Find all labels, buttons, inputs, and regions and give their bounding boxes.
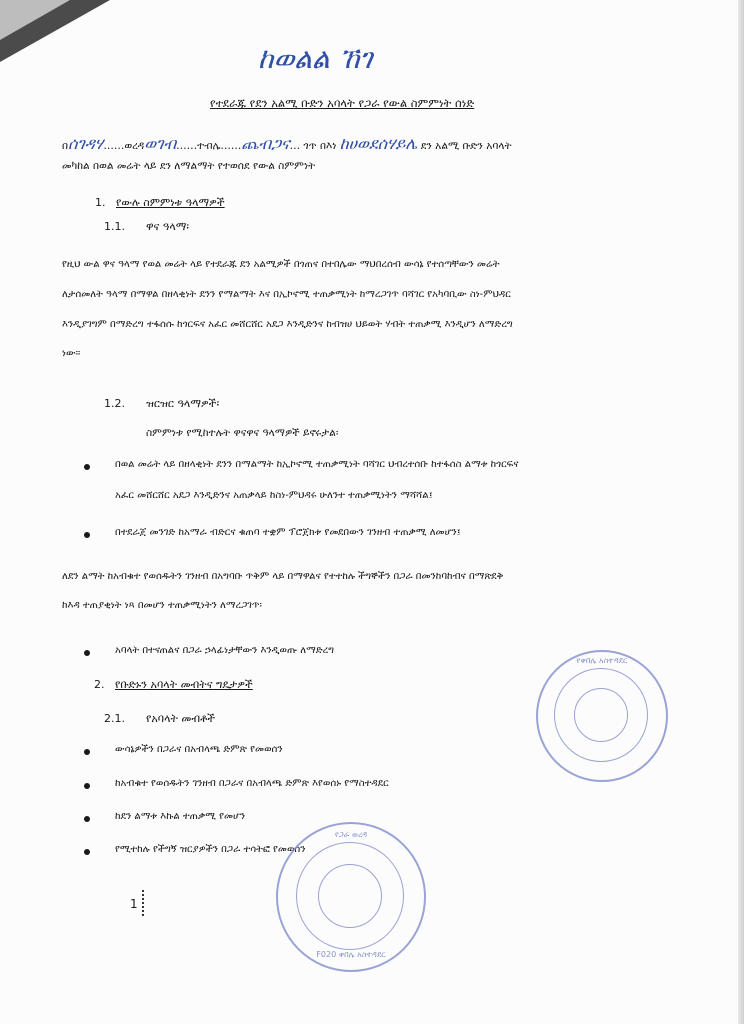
document-title: የተደራጁ የደን አልሚ ቡድን አባላት የጋራ የውል ስምምነት ሰነድ	[210, 96, 475, 110]
para1-line-4: ነው፡፡	[62, 348, 81, 359]
intro-blank-got: ጨብጋና	[241, 134, 290, 153]
para1-line-1: የዚህ ውል ዋና ዓላማ የወል መሬት ላይ የተደራጁ ደን አልሚዎች በጎጠና በተበሌው ማህበረሰብ ውሳኔ የተሰጣቸውን መሬት	[62, 259, 500, 270]
intro-blank-name: ከሀወደሰሃይሌ	[339, 134, 418, 153]
bullet-1-line-2: አፈር መሸርሸር አደጋ እንዲድንና አጠቃላይ ከስነ-ምህዳሩ ሁለንተ ተጠቃሚነትን ማሻሻል፤	[115, 490, 433, 501]
section-2-1-heading: 2.1. የአባላት መብቶች	[104, 712, 216, 725]
page-number: 1	[130, 897, 138, 911]
official-stamp-top: የቀበሌ አስተዳደር	[536, 650, 668, 782]
para1-line-3: እንዲያገግም በማድረግ ተፋሰሱ ከጎርፍና አፈር መሸርሸር አደጋ እንዲድንና ከብዝሀ ህይወት ሃብት ተጠቃሚ እንዲሆን ለማድረግ	[62, 319, 513, 330]
intro-line-2: መካከል በወል መሬት ላይ ደን ለማልማት የተወሰደ የውል ስምምነት	[62, 160, 316, 172]
rights-item-4: የሚተከሉ የችግኝ ዝርያዎችን በጋራ ተሳትፎ የመወሰን	[115, 844, 306, 855]
section-1-2-heading: 1.2. ዝርዝር ዓላማዎች፡	[104, 397, 220, 410]
rights-item-2: ከአብቁተ የወሰዱትን ገንዘብ በጋራና በአብላጫ ድምጽ እየወሰኑ የማስተዳደር	[115, 778, 389, 789]
intro-blank-kebele: ወገብ	[144, 134, 177, 153]
para1-line-2: ለታሰመለት ዓላማ በማዋል በዘላቂነት ደንን የማልማት እና በኢኮኖሚ ተጠቃሚነት ከማረጋገጥ ባሻገር የአካባቢው ስነ-ምህዳር	[62, 289, 511, 300]
section-1-heading: 1. የውሉ ስምምነቱ ዓላማዎች	[95, 196, 225, 209]
bullet-3: አባላት በተናጠልና በጋራ ኃላፊነታቸውን እንዲወጡ ለማድረግ	[115, 645, 335, 656]
bullet-1-line-1: በወል መሬት ላይ በዘላቂነት ደንን በማልማት ከኢኮኖሚ ተጠቃሚነት ባሻገር ህብረተሰቡ ከተፋሰስ ልማቱ ከጎርፍና	[115, 459, 519, 470]
page-number-mark	[142, 890, 146, 916]
section-1-1-heading: 1.1. ዋና ዓላማ፡	[104, 220, 189, 233]
bullet	[84, 849, 90, 855]
bullet-2: በተደራጀ መንገድ ከአማራ ብድርና ቁጠባ ተቋም ፕሮጀክቱ የመደበውን ገንዘብ ተጠቃሚ ለመሆን፤	[115, 527, 461, 538]
rights-item-3: ከደን ልማቱ እኩል ተጠቃሚ የመሆን	[115, 811, 246, 822]
intro-line-1: በሰገዳሃ……ወረዳወገብ……ተብሌ……ጨብጋና… ጎጥ በእነ ከሀወደሰሃይሌ ደን አልሚ ቡድን አባላት	[62, 134, 512, 153]
section-2-heading: 2. የቡድኑን አባላት መብትና ግዴታዎች	[94, 678, 253, 691]
bullet	[84, 650, 90, 656]
section-1-2-intro: ስምምነቱ የሚከተሉት ዋናዋና ዓላማዎች ይኖሩታል፡	[146, 427, 339, 439]
bullet	[84, 816, 90, 822]
para2-line-1: ለደን ልማት ከአብቁተ የወሰዱትን ገንዘብ በአግባቡ ጥቅም ላይ በማዋልና የተተከሉ ችግኞችን በጋራ በመንከባከብና በማጽደቅ	[62, 571, 504, 582]
para2-line-2: ከእዳ ተጠያቂነት ነጻ በመሆን ተጠቃሚነትን ለማረጋገጥ፡	[62, 600, 262, 611]
rights-item-1: ውሳኔዎችን በጋራና በአብላጫ ድምጽ የመወሰን	[115, 744, 283, 755]
page-edge	[738, 0, 744, 1024]
handwritten-header: ከወልል ኸገ	[258, 42, 373, 75]
folded-corner-shade	[0, 0, 70, 40]
bullet	[84, 749, 90, 755]
bullet	[84, 783, 90, 789]
official-stamp-bottom: የጋራ ወረዳ F020 ቀበሌ አስተዳደር	[276, 822, 426, 972]
bullet	[84, 532, 90, 538]
bullet	[84, 464, 90, 470]
intro-blank-woreda: ሰገዳሃ	[68, 134, 104, 153]
